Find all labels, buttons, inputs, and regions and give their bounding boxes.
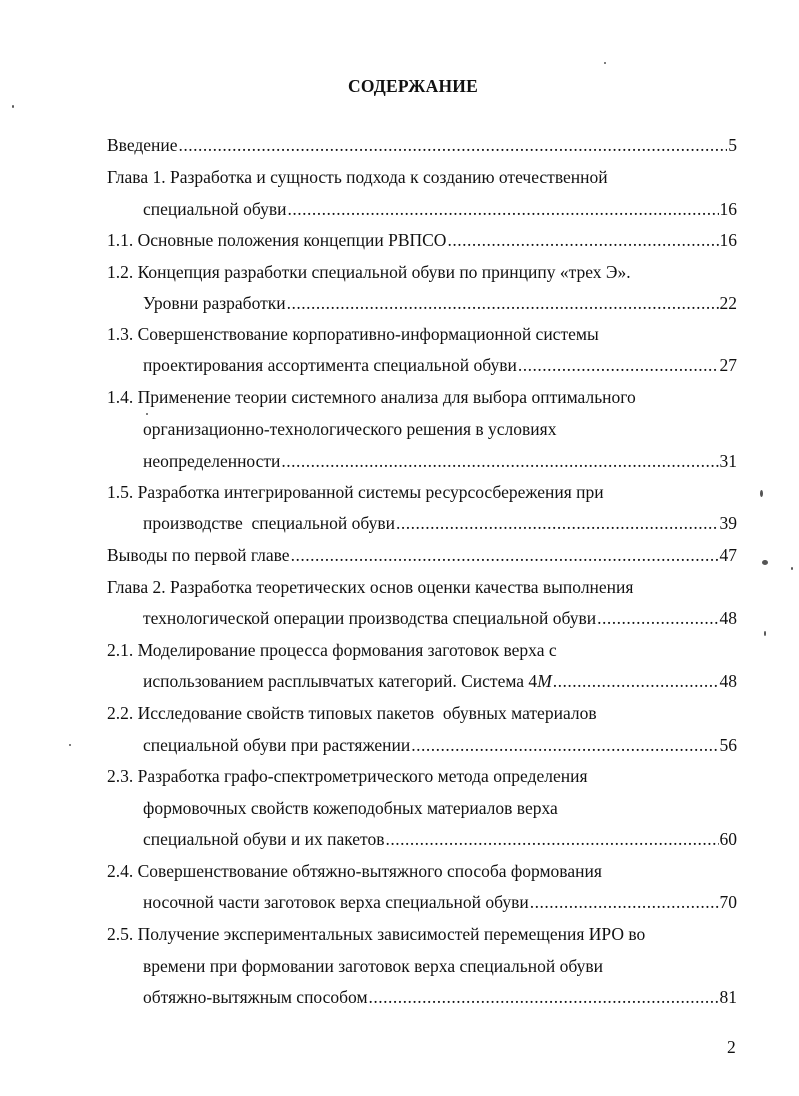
toc-leader-dots [396,512,718,534]
toc-entry-page: 5 [728,135,737,155]
toc-entry-2-4 [143,891,737,913]
scan-speck [762,560,768,565]
toc-entry-2-3 [143,828,737,850]
scan-speck [12,105,14,108]
toc-entry-2-4-line: 2.4. Совершенствование обтяжно-вытяжного способа формования [107,861,602,881]
toc-entry-2-2 [143,734,737,756]
toc-leader-dots [553,670,719,692]
toc-leader-dots [530,891,719,913]
toc-entry-page: 16 [719,199,737,219]
toc-chapter-1-entry [143,198,737,220]
toc-entry-page: 39 [719,513,737,533]
toc-entry-1-2-line: 1.2. Концепция разработки специальной обуви по принципу «трех Э». [107,262,631,282]
toc-entry-text: специальной обуви и их пакетов [143,829,385,849]
toc-leader-dots [288,198,719,220]
toc-entry-page: 48 [719,608,737,628]
scan-speck [764,631,766,636]
toc-entry-1-4-line: организационно-технологического решения в условиях [143,419,557,439]
toc-entry-text: 1.1. Основные положения концепции РВПСО [107,230,447,250]
toc-entry-1-3-line: 1.3. Совершенствование корпоративно-информационной системы [107,324,599,344]
toc-leader-dots [179,134,728,156]
toc-entry-2-3-line: 2.3. Разработка графо-спектрометрического метода определения [107,766,588,786]
toc-leader-dots [597,607,718,629]
toc-entry-2-1 [143,670,737,692]
toc-entry-page: 27 [719,355,737,375]
toc-entry-text: Выводы по первой главе [107,545,290,565]
toc-entry-text-italic: M [537,671,552,691]
toc-entry-page: 70 [719,892,737,912]
toc-entry-text: производстве специальной обуви [143,513,396,533]
toc-entry-1-2 [143,292,737,314]
toc-entry-text: специальной обуви при растяжении [143,735,411,755]
toc-entry-page: 56 [719,735,737,755]
toc-entry-text: проектирования ассортимента специальной обуви [143,355,517,375]
toc-entry-conclusions-1 [107,544,737,566]
toc-entry-1-5 [143,512,737,534]
toc-entry-text: технологической операции производства специальной обуви [143,608,597,628]
toc-entry-2-2-line: 2.2. Исследование свойств типовых пакетов обувных материалов [107,703,597,723]
toc-entry-1-4-line: 1.4. Применение теории системного анализа для выбора оптимального [107,387,636,407]
toc-entry-text: обтяжно-вытяжным способом [143,987,368,1007]
toc-leader-dots [447,229,718,251]
toc-entry-text: неопределенности [143,451,281,471]
toc-entry-text: носочной части заготовок верха специальной обуви [143,892,529,912]
scan-speck [146,413,148,415]
toc-leader-dots [281,450,718,472]
toc-entry-page: 60 [719,829,737,849]
toc-entry-text-main: использованием расплывчатых категорий. Система 4 [143,671,538,691]
toc-leader-dots [291,544,719,566]
toc-entry-introduction [107,134,737,156]
toc-entry-2-5-line: времени при формовании заготовок верха специальной обуви [143,956,603,976]
toc-entry-2-5-line: 2.5. Получение экспериментальных зависимостей перемещения ИРО во [107,924,646,944]
toc-chapter-2-heading: Глава 2. Разработка теоретических основ оценки качества выполнения [107,577,634,597]
toc-entry-1-4 [143,450,737,472]
toc-entry-text [143,670,552,692]
toc-leader-dots [287,292,719,314]
toc-leader-dots [369,986,719,1008]
toc-leader-dots [518,354,719,376]
toc-entry-page: 47 [719,545,737,565]
toc-entry-2-3-line: формовочных свойств кожеподобных материалов верха [143,798,558,818]
toc-leader-dots [386,828,719,850]
toc-entry-text: Введение [107,135,178,155]
toc-entry-page: 16 [719,230,737,250]
toc-chapter-2-entry [143,607,737,629]
toc-entry-2-1-line: 2.1. Моделирование процесса формования заготовок верха с [107,640,557,660]
toc-entry-page: 22 [719,293,737,313]
toc-entry-page: 81 [719,987,737,1007]
scan-speck [760,490,763,497]
toc-entry-1-3 [143,354,737,376]
toc-entry-page: 31 [719,451,737,471]
toc-leader-dots [411,734,718,756]
scan-speck [791,567,793,570]
toc-entry-text: Уровни разработки [143,293,286,313]
toc-entry-page: 48 [719,671,737,691]
toc-entry-1-5-line: 1.5. Разработка интегрированной системы ресурсосбережения при [107,482,604,502]
scan-speck [604,62,606,64]
scan-speck [69,744,71,746]
toc-entry-2-5 [143,986,737,1008]
toc-chapter-1-heading: Глава 1. Разработка и сущность подхода к созданию отечественной [107,167,608,187]
page-number: 2 [727,1037,736,1057]
toc-title: СОДЕРЖАНИЕ [347,76,478,96]
toc-entry-1-1 [107,229,737,251]
toc-entry-text: специальной обуви [143,199,287,219]
